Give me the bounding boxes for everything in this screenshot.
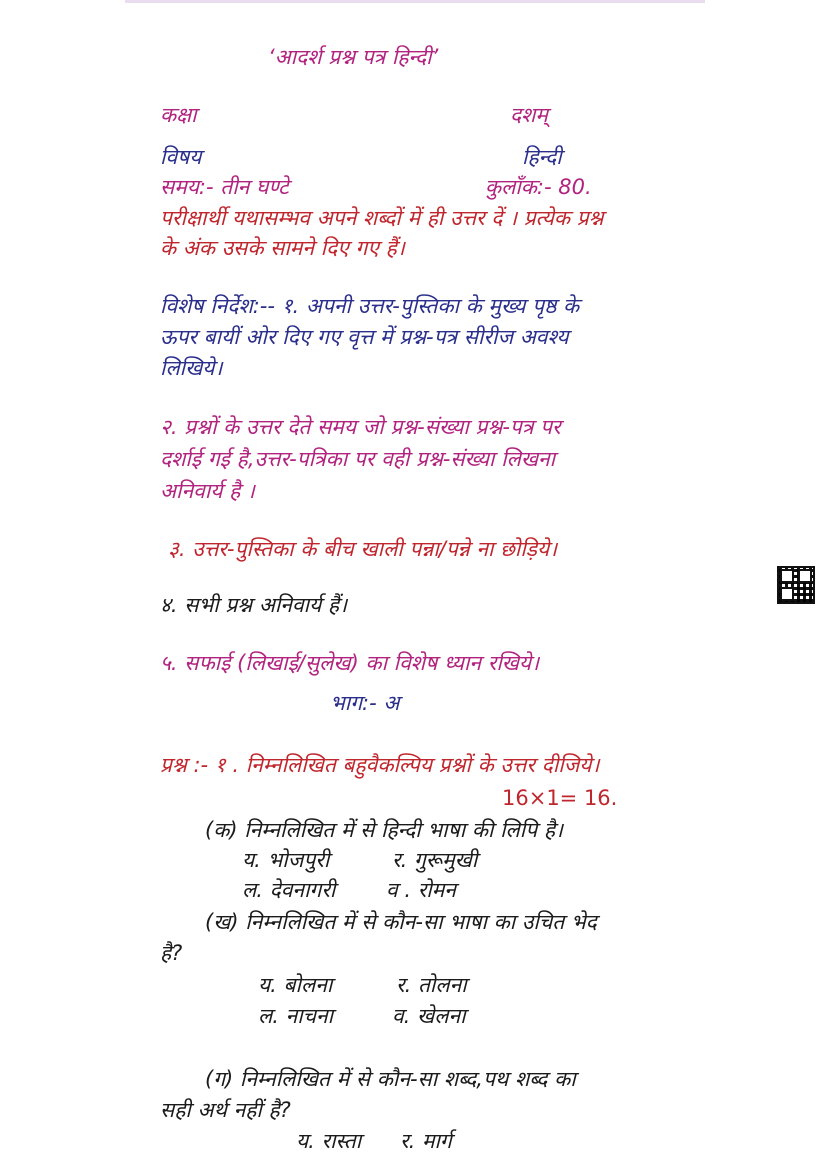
question-ga-line2: सही अर्थ नहीं है?	[160, 1098, 291, 1122]
option-ka-y: य. भोजपुरी	[242, 848, 330, 872]
option-kha-r: र. तोलना	[396, 973, 467, 997]
rule2-line3: अनिवार्य है ।	[160, 479, 255, 503]
question1-marks: 16×1= 16.	[502, 786, 618, 810]
subject-value: हिन्दी	[522, 145, 562, 169]
option-ga-y: य. रास्ता	[296, 1129, 362, 1153]
special-instruction-line2: ऊपर बायीं ओर दिए गए वृत्त में प्रश्न-पत्र सीरीज अवश्य	[160, 325, 569, 349]
class-label: कक्षा	[160, 103, 197, 127]
page-title: ‘आदर्श प्रश्न पत्र हिन्दी’	[268, 45, 439, 69]
special-instruction-line3: लिखिये।	[160, 356, 223, 380]
option-ka-r: र. गुरूमुखी	[392, 848, 478, 872]
question-kha-line2: है?	[160, 941, 183, 965]
rule2-line2: दर्शाई गई है,उत्तर-पत्रिका पर वही प्रश्न-संख्या लिखना	[160, 447, 556, 471]
top-border	[125, 0, 705, 3]
class-value: दशम्	[510, 103, 548, 127]
total-marks: कुलाँक:- 80.	[485, 175, 592, 199]
rule5: ५. सफाई (लिखाई/सुलेख) का विशेष ध्यान रखिये।	[160, 651, 540, 675]
qr-code-icon	[777, 566, 815, 604]
time-allowed: समय:- तीन घण्टे	[160, 175, 289, 199]
option-ga-r: र. मार्ग	[400, 1129, 452, 1153]
question-kha-line1: (ख) निम्नलिखित में से कौन-सा भाषा का उचित भेद	[205, 910, 597, 934]
question-ka: (क) निम्नलिखित में से हिन्दी भाषा की लिपि है।	[205, 818, 563, 842]
option-kha-v: व. खेलना	[392, 1004, 466, 1028]
subject-label: विषय	[160, 145, 202, 169]
general-instruction-line2: के अंक उसके सामने दिए गए हैं।	[160, 236, 405, 260]
option-kha-l: ल. नाचना	[258, 1004, 334, 1028]
rule4: ४. सभी प्रश्न अनिवार्य हैं।	[160, 593, 348, 617]
rule2-line1: २. प्रश्नों के उत्तर देते समय जो प्रश्न-संख्या प्रश्न-पत्र पर	[160, 415, 561, 439]
option-ka-l: ल. देवनागरी	[242, 878, 336, 902]
option-kha-y: य. बोलना	[258, 973, 333, 997]
section-heading: भाग:- अ	[330, 691, 400, 715]
option-ka-v: व . रोमन	[386, 878, 456, 902]
special-instruction-line1: विशेष निर्देश:-- १. अपनी उत्तर-पुस्तिका के मुख्य पृष्ठ के	[160, 294, 580, 318]
rule3: ३. उत्तर-पुस्तिका के बीच खाली पन्ना/पन्ने ना छोड़िये।	[168, 537, 558, 561]
question1-heading: प्रश्न :- १ . निम्नलिखित बहुवैकल्पिय प्रश्नों के उत्तर दीजिये।	[160, 753, 600, 777]
general-instruction-line1: परीक्षार्थी यथासम्भव अपने शब्दों में ही उत्तर दें । प्रत्येक प्रश्न	[160, 206, 604, 230]
question-ga-line1: (ग) निम्नलिखित में से कौन-सा शब्द,पथ शब्द का	[205, 1067, 576, 1091]
